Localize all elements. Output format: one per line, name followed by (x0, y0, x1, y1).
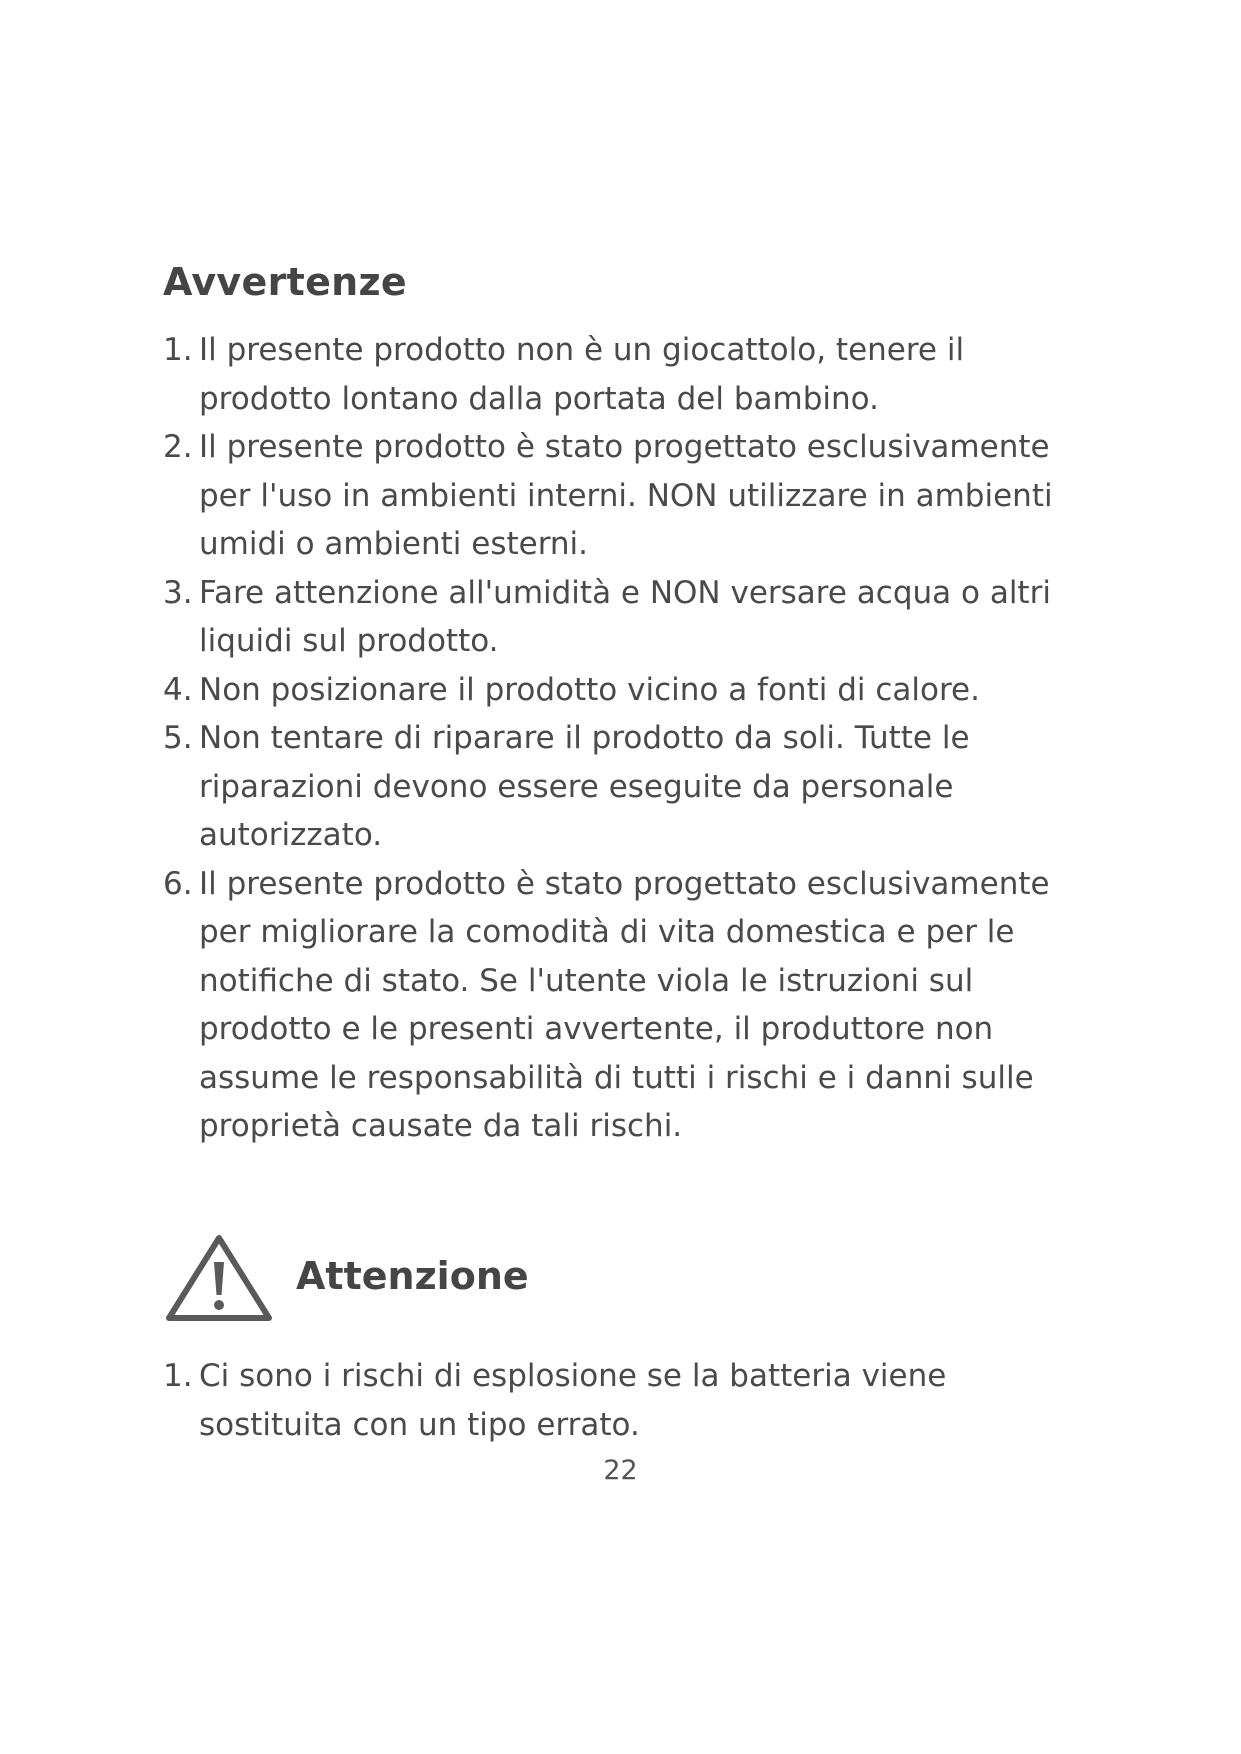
list-item (163, 860, 1093, 1151)
list-item-text: Non posizionare il prodotto vicino a fonti di calore. (199, 671, 980, 708)
list-item-text: Fare attenzione all'umidità e NON versare acqua o altri liquidi sul prodotto. (199, 574, 1051, 659)
page-number: 22 (603, 1455, 638, 1486)
list-item-text: Ci sono i rischi di esplosione se la batteria viene sostituita con un tipo errato. (199, 1358, 947, 1443)
list-item (163, 666, 1093, 715)
list-item-text: Il presente prodotto non è un giocattolo, tenere il prodotto lontano dalla portata del bambino. (199, 332, 965, 417)
list-item-text: Il presente prodotto è stato progettato esclusivamente per migliorare la comodità di vita domestica e per le notifiche di stato. Se l'utente viola le istruzioni sul prodotto e le presenti avvertente, il produttore non assume le responsabilità di tutti i rischi e i danni sulle proprietà causate da tali rischi. (199, 865, 1050, 1144)
list-item (163, 1352, 1093, 1449)
list-item-number: 1. (163, 1358, 193, 1394)
list-item-number: 6. (163, 865, 193, 902)
list-item (163, 423, 1093, 569)
list-item-text: Il presente prodotto è stato progettato esclusivamente per l'uso in ambienti interni. NON utilizzare in ambienti umidi o ambienti esterni. (199, 429, 1053, 562)
caution-header (163, 1232, 763, 1332)
list-item-text: Non tentare di riparare il prodotto da soli. Tutte le riparazioni devono essere eseguite da personale autorizzato. (199, 720, 970, 853)
list-item-number: 4. (163, 671, 193, 708)
list-item (163, 569, 1093, 666)
list-item (163, 326, 1093, 423)
warning-triangle-icon (163, 1232, 275, 1324)
warnings-list (163, 326, 1093, 1151)
warnings-title: Avvertenze (163, 260, 407, 304)
list-item-number: 2. (163, 429, 193, 465)
list-item-number: 1. (163, 332, 193, 368)
list-item (163, 714, 1093, 860)
list-item-number: 5. (163, 720, 193, 756)
cautions-title: Attenzione (296, 1254, 529, 1298)
cautions-list (163, 1352, 1093, 1449)
list-item-number: 3. (163, 574, 193, 611)
